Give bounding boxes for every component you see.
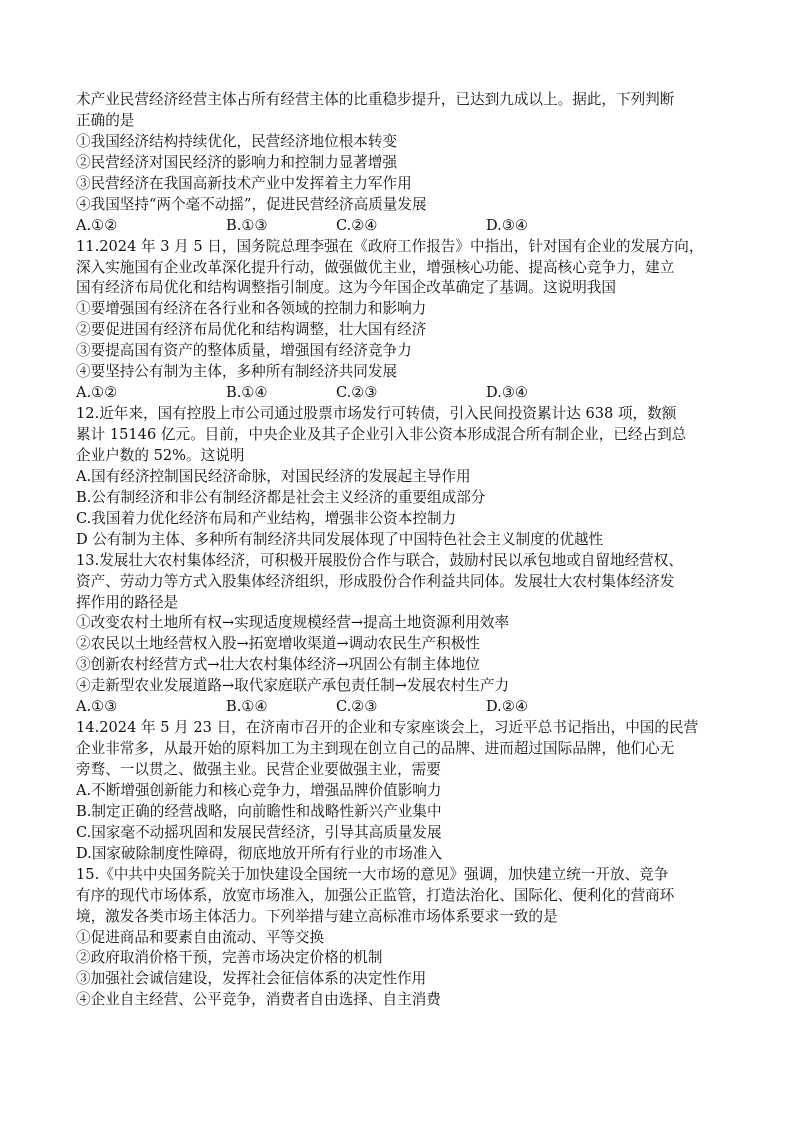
q13-option-d: D.②④ — [486, 698, 528, 716]
q10-option-b: B.①③ — [226, 216, 268, 234]
q13-item: ④走新型农业发展道路→取代家庭联产承包责任制→发展农村生产力 — [76, 677, 510, 695]
question-13 — [76, 551, 734, 719]
question-15 — [76, 865, 734, 1012]
q14-option: B.制定正确的经营战略，向前瞻性和战略性新兴产业集中 — [76, 802, 442, 820]
q14-stem-line: 14.2024 年 5 月 23 日，在济南市召开的企业和专家座谈会上，习近平总书记指出，中国的民营 — [76, 719, 699, 737]
q10-item: ①我国经济结构持续优化，民营经济地位根本转变 — [76, 132, 398, 150]
question-14 — [76, 718, 734, 865]
q12-option: B.公有制经济和非公有制经济都是社会主义经济的重要组成部分 — [76, 488, 486, 506]
q13-stem-line: 资产、劳动力等方式入股集体经济组织，形成股份合作利益共同体。发展壮大农村集体经济发 — [76, 572, 675, 590]
q13-options — [76, 697, 734, 718]
q14-option: A.不断增强创新能力和核心竞争力，增强品牌价值影响力 — [76, 781, 442, 799]
q12-stem-line: 企业户数的 52%。这说明 — [76, 446, 245, 464]
q12-stem-line: 累计 15146 亿元。目前，中央企业及其子企业引入非公资本形成混合所有制企业，已经占到总 — [76, 426, 687, 443]
q11-option-c: C.②③ — [336, 384, 378, 402]
q11-option-a: A.①② — [76, 384, 118, 402]
q15-stem-line: 15.《中共中央国务院关于加快建设全国统一大市场的意见》强调，加快建立统一开放、竞争 — [76, 865, 669, 883]
question-10 — [76, 90, 734, 237]
q11-item: ④要坚持公有制为主体，多种所有制经济共同发展 — [76, 363, 398, 381]
q10-options — [76, 216, 734, 237]
q15-stem-line: 境，激发各类市场主体活力。下列举措与建立高标准市场体系要求一致的是 — [76, 907, 558, 925]
question-12 — [76, 404, 734, 551]
q14-option: C.国家毫不动摇巩固和发展民营经济，引导其高质量发展 — [76, 823, 442, 841]
q11-item: ③要提高国有资产的整体质量，增强国有经济竞争力 — [76, 342, 412, 360]
q11-stem-line: 国有经济布局优化和结构调整指引制度。这为今年国企改革确定了基调。这说明我国 — [76, 279, 616, 297]
question-11 — [76, 237, 734, 405]
q12-option: D 公有制为主体、多种所有制经济共同发展体现了中国特色社会主义制度的优越性 — [76, 530, 604, 548]
q10-item: ④我国坚持“两个毫不动摇”，促进民营经济高质量发展 — [76, 195, 427, 213]
q13-option-c: C.②③ — [336, 698, 378, 716]
q13-item: ①改变农村土地所有权→实现适度规模经营→提高土地资源利用效率 — [76, 614, 510, 632]
q15-item: ①促进商品和要素自由流动、平等交换 — [76, 928, 325, 946]
q15-item: ②政府取消价格干预，完善市场决定价格的机制 — [76, 949, 383, 967]
q13-item: ②农民以土地经营权入股→拓宽增收渠道→调动农民生产积极性 — [76, 635, 480, 653]
q11-stem-line: 深入实施国有企业改革深化提升行动，做强做优主业，增强核心功能、提高核心竞争力，建立 — [76, 258, 675, 276]
q11-item: ②要促进国有经济布局优化和结构调整，壮大国有经济 — [76, 321, 427, 339]
q12-stem-line: 12.近年来，国有控股上市公司通过股票市场发行可转债，引入民间投资累计达 638 项，数额 — [76, 405, 677, 423]
q13-item: ③创新农村经营方式→壮大农村集体经济→巩固公有制主体地位 — [76, 656, 480, 674]
q13-option-b: B.①④ — [226, 698, 268, 716]
q10-item: ③民营经济在我国高新技术产业中发挥着主力军作用 — [76, 174, 412, 192]
q11-options — [76, 383, 734, 404]
q12-option: C.我国着力优化经济布局和产业结构，增强非公资本控制力 — [76, 509, 457, 527]
q10-option-c: C.②④ — [336, 216, 378, 234]
q10-option-a: A.①② — [76, 216, 118, 234]
q12-option: A.国有经济控制国民经济命脉，对国民经济的发展起主导作用 — [76, 467, 471, 485]
q11-stem-line: 11.2024 年 3 月 5 日，国务院总理李强在《政府工作报告》中指出，针对国有企业的发展方向， — [76, 237, 704, 255]
q15-stem-line: 有序的现代市场体系，放宽市场准入，加强公正监管，打造法治化、国际化、便利化的营商环 — [76, 886, 675, 904]
q10-option-d: D.③④ — [486, 216, 528, 234]
q13-stem-line: 挥作用的路径是 — [76, 593, 179, 611]
q10-item: ②民营经济对国民经济的影响力和控制力显著增强 — [76, 153, 398, 171]
q14-stem-line: 企业非常多，从最开始的原料加工为主到现在创立自己的品牌、进而超过国际品牌，他们心无 — [76, 740, 675, 758]
q14-option: D.国家破除制度性障碍，彻底地放开所有行业的市场准入 — [76, 844, 443, 862]
q10-stem-line: 术产业民营经济经营主体占所有经营主体的比重稳步提升，已达到九成以上。据此，下列判断 — [76, 91, 675, 108]
q13-option-a: A.①③ — [76, 698, 118, 716]
q15-item: ③加强社会诚信建设，发挥社会征信体系的决定性作用 — [76, 970, 427, 988]
q11-item: ①要增强国有经济在各行业和各领域的控制力和影响力 — [76, 300, 427, 318]
q15-item: ④企业自主经营、公平竞争，消费者自由选择、自主消费 — [76, 991, 441, 1009]
q14-stem-line: 旁骛、一以贯之、做强主业。民营企业要做强主业，需要 — [76, 761, 441, 778]
q13-stem-line: 13.发展壮大农村集体经济，可积极开展股份合作与联合，鼓励村民以承包地或自留地经营权、 — [76, 551, 683, 569]
q11-option-b: B.①④ — [226, 384, 268, 402]
q11-option-d: D.③④ — [486, 384, 528, 402]
q10-stem-line: 正确的是 — [76, 111, 135, 129]
